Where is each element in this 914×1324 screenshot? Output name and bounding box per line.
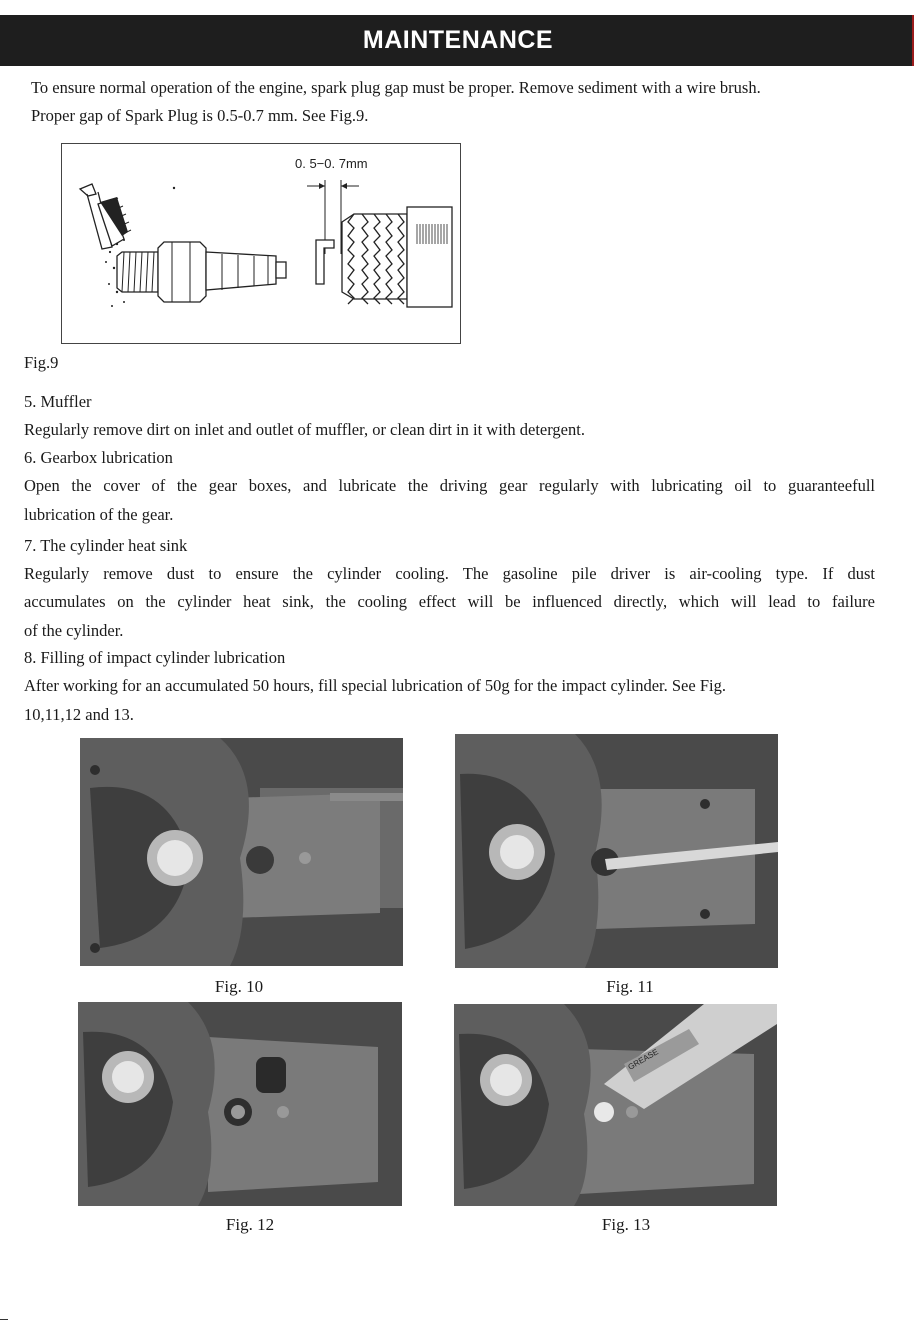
fig12-photo	[78, 1002, 402, 1206]
spark-plug-text-line-1: To ensure normal operation of the engine, spark plug gap must be proper. Remove sediment with a wire brush.	[31, 78, 761, 97]
heat-sink-text-line-1: Regularly remove dust to ensure the cylinder cooling. The gasoline pile driver is air-cooling type. If dust	[24, 564, 875, 583]
fig9-caption: Fig.9	[24, 353, 59, 372]
page-edge-mark	[0, 1319, 8, 1320]
gearbox-heading: 6. Gearbox lubrication	[24, 448, 173, 467]
fig12-caption: Fig. 12	[225, 1215, 275, 1234]
fig13-photo	[454, 1004, 777, 1206]
impact-cylinder-text-line-2: 10,11,12 and 13.	[24, 705, 134, 724]
tube-label: GREASE	[626, 1047, 660, 1072]
gearbox-text-line-2: lubrication of the gear.	[24, 505, 174, 524]
gearbox-text-line-1: Open the cover of the gear boxes, and lubricate the driving gear regularly with lubricating oil to guaranteefull	[24, 476, 875, 495]
spark-plug-text-line-2: Proper gap of Spark Plug is 0.5-0.7 mm. See Fig.9.	[31, 106, 369, 125]
spark-plug-diagram	[61, 143, 461, 344]
heat-sink-text-line-2: accumulates on the cylinder heat sink, the cooling effect will be influenced directly, which will lead to failure	[24, 592, 875, 611]
impact-cylinder-text-line-1: After working for an accumulated 50 hours, fill special lubrication of 50g for the impact cylinder. See Fig.	[24, 676, 726, 695]
impact-cylinder-heading: 8. Filling of impact cylinder lubrication	[24, 648, 286, 667]
muffler-text: Regularly remove dirt on inlet and outlet of muffler, or clean dirt in it with detergent.	[24, 420, 585, 439]
page-title: MAINTENANCE	[362, 26, 554, 54]
fig13-caption: Fig. 13	[601, 1215, 651, 1234]
muffler-heading: 5. Muffler	[24, 392, 92, 411]
heat-sink-text-line-3: of the cylinder.	[24, 621, 124, 640]
fig10-caption: Fig. 10	[214, 977, 264, 996]
fig10-photo	[80, 738, 403, 966]
fig11-caption: Fig. 11	[606, 977, 654, 996]
gap-label: 0. 5−0. 7mm	[295, 156, 368, 171]
section-header	[0, 15, 914, 66]
fig11-photo	[455, 734, 778, 968]
spark-plug-drawing	[62, 144, 460, 343]
heat-sink-heading: 7. The cylinder heat sink	[24, 536, 188, 555]
